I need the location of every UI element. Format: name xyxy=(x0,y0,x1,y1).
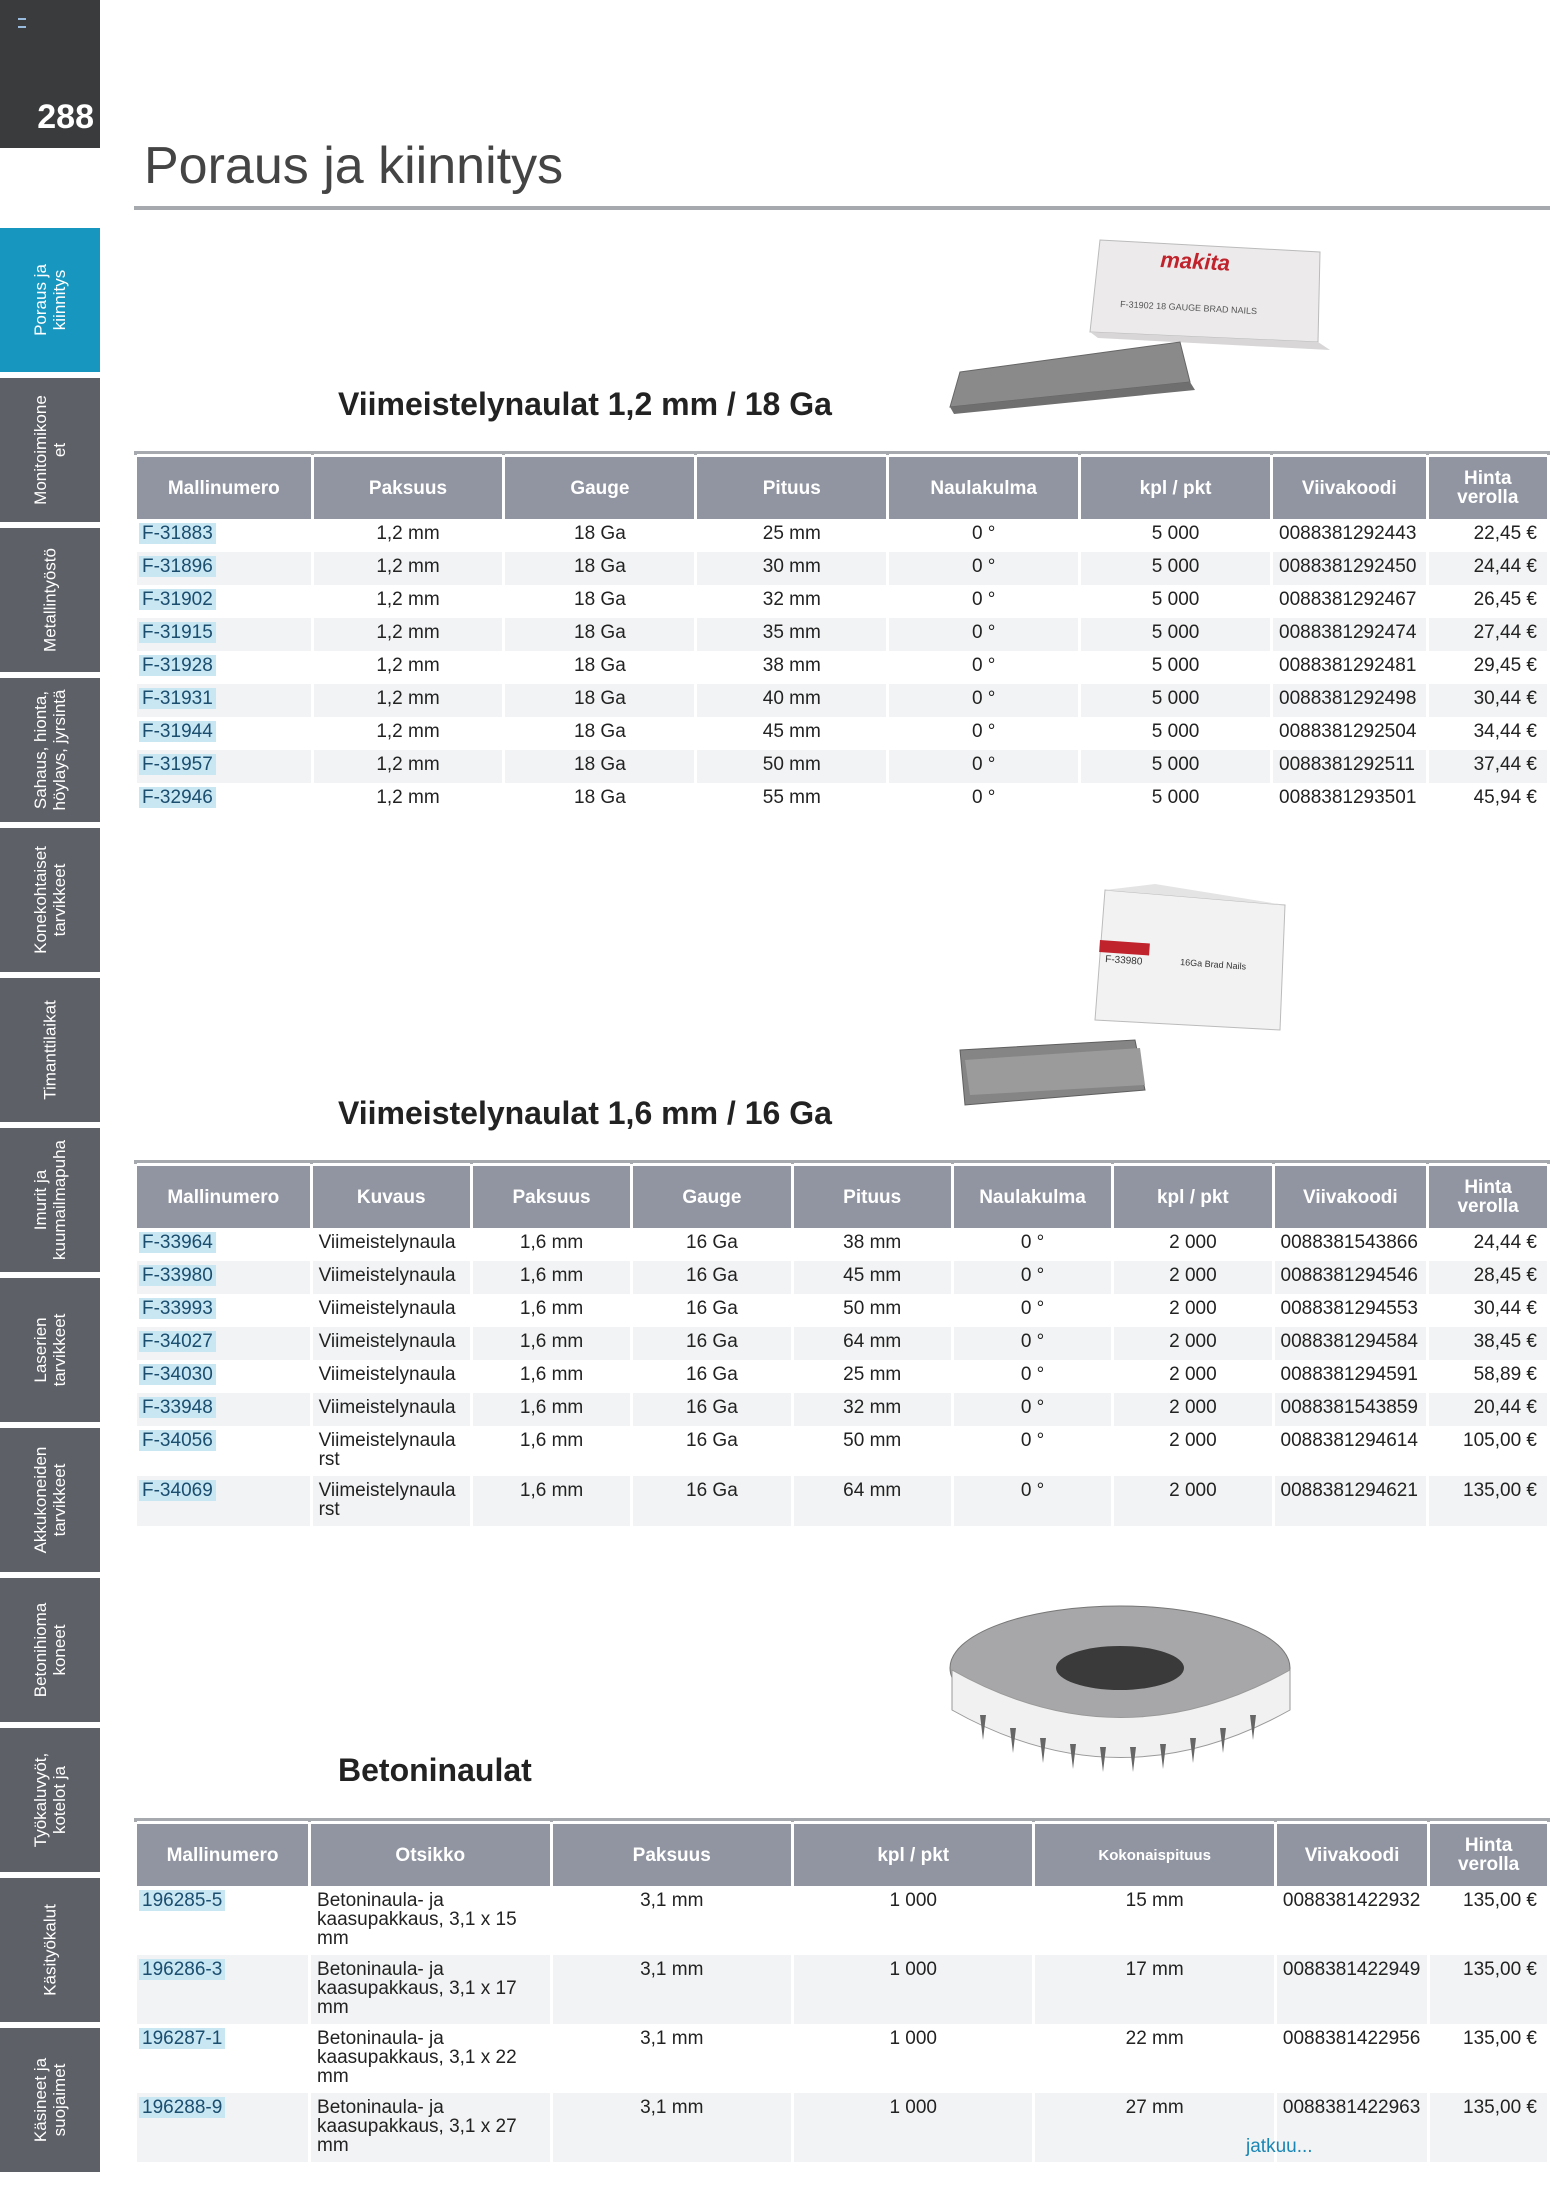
model-number-cell[interactable] xyxy=(137,618,311,651)
description-cell: Viimeistelynaula rst xyxy=(313,1476,470,1526)
price-cell: 37,44 € xyxy=(1429,750,1547,783)
table-row xyxy=(137,651,1547,684)
barcode-cell: 0088381292481 xyxy=(1279,655,1417,676)
column-header: Viivakoodi xyxy=(1275,1163,1427,1228)
value-cell: 0 ° xyxy=(954,1476,1111,1526)
column-header: Hinta verolla xyxy=(1429,454,1547,519)
barcode-cell: 0088381292467 xyxy=(1279,589,1417,610)
column-header: kpl / pkt xyxy=(794,1821,1032,1886)
column-header: Mallinumero xyxy=(137,454,311,519)
column-header: Gauge xyxy=(505,454,694,519)
value-cell: 16 Ga xyxy=(633,1327,790,1360)
value-cell: 16 Ga xyxy=(686,1430,738,1451)
value-cell: 5 000 xyxy=(1151,721,1200,742)
value-cell: 0 ° xyxy=(954,1327,1111,1360)
price-cell: 27,44 € xyxy=(1429,618,1547,651)
price-cell: 26,45 € xyxy=(1473,589,1537,610)
value-cell: 0 ° xyxy=(1020,1430,1045,1451)
table-row xyxy=(137,519,1547,552)
value-cell: 5 000 xyxy=(1081,618,1270,651)
page-number: 288 xyxy=(37,98,94,136)
value-cell: 0 ° xyxy=(889,684,1078,717)
sidebar-tab[interactable] xyxy=(0,1128,100,1274)
price-cell: 30,44 € xyxy=(1473,1298,1537,1319)
description-cell: Viimeistelynaula rst xyxy=(318,1430,456,1470)
table-row xyxy=(137,1360,1547,1393)
value-cell: 1,2 mm xyxy=(314,552,503,585)
model-number-cell[interactable] xyxy=(137,1393,310,1426)
value-cell: 16 Ga xyxy=(686,1232,738,1253)
value-cell: 0 ° xyxy=(1020,1298,1045,1319)
value-cell: 45 mm xyxy=(762,721,821,742)
value-cell: 1,6 mm xyxy=(519,1430,584,1451)
value-cell: 0 ° xyxy=(1020,1364,1045,1385)
model-number-cell[interactable] xyxy=(137,1228,310,1261)
value-cell: 25 mm xyxy=(843,1364,902,1385)
model-number-cell[interactable] xyxy=(137,1360,310,1393)
value-cell: 1 000 xyxy=(794,2093,1032,2162)
sidebar-tab-label: Konekohtaiset tarvikkeet xyxy=(31,846,69,954)
value-cell: 0 ° xyxy=(971,787,996,808)
sidebar-tab[interactable] xyxy=(0,978,100,1124)
column-header: Paksuus xyxy=(553,1821,791,1886)
section-title-18ga: Viimeistelynaulat 1,2 mm / 18 Ga xyxy=(338,386,832,422)
value-cell: 0 ° xyxy=(889,750,1078,783)
svg-text:makita: makita xyxy=(1159,247,1231,276)
description-cell: Betoninaula- ja kaasupakkaus, 3,1 x 22 mm xyxy=(317,2028,517,2087)
barcode-cell: 0088381292450 xyxy=(1273,552,1426,585)
sidebar-tab[interactable] xyxy=(0,528,100,674)
barcode-cell: 0088381294621 xyxy=(1275,1476,1427,1526)
value-cell: 2 000 xyxy=(1114,1261,1271,1294)
value-cell: 0 ° xyxy=(971,589,996,610)
model-number-cell[interactable] xyxy=(137,2024,308,2093)
section-title-16ga: Viimeistelynaulat 1,6 mm / 16 Ga xyxy=(338,1095,832,1131)
value-cell: 0 ° xyxy=(971,655,996,676)
price-cell: 135,00 € xyxy=(1463,1890,1537,1911)
continued-note: jatkuu... xyxy=(1246,2136,1313,2157)
menu-icon[interactable] xyxy=(18,18,26,28)
table-row xyxy=(137,750,1547,783)
value-cell: 18 Ga xyxy=(505,618,694,651)
price-cell: 135,00 € xyxy=(1430,2093,1547,2162)
model-number-cell[interactable] xyxy=(137,552,311,585)
model-number[interactable]: F-34069 xyxy=(139,1480,216,1501)
description-cell: Viimeistelynaula xyxy=(313,1327,470,1360)
model-number-cell[interactable] xyxy=(137,717,311,750)
value-cell: 1,6 mm xyxy=(473,1261,630,1294)
value-cell: 5 000 xyxy=(1081,684,1270,717)
sidebar-tab-label: Metallintyöstö xyxy=(40,548,60,652)
model-number-cell[interactable] xyxy=(137,783,311,816)
price-cell: 38,45 € xyxy=(1429,1327,1547,1360)
value-cell: 2 000 xyxy=(1169,1298,1217,1319)
svg-text:F-31902 18 GAUGE BRAD NAILS: F-31902 18 GAUGE BRAD NAILS xyxy=(1119,299,1258,317)
value-cell: 0 ° xyxy=(971,523,996,544)
table-row xyxy=(137,1476,1547,1526)
barcode-cell: 0088381292443 xyxy=(1279,523,1417,544)
svg-text:16Ga Brad Nails: 16Ga Brad Nails xyxy=(1179,957,1247,972)
value-cell: 50 mm xyxy=(843,1298,902,1319)
model-number-cell[interactable] xyxy=(137,585,311,618)
value-cell: 1,2 mm xyxy=(376,589,440,610)
sidebar-tab[interactable] xyxy=(0,678,100,824)
value-cell: 1,2 mm xyxy=(376,787,440,808)
value-cell: 18 Ga xyxy=(505,552,694,585)
price-cell: 24,44 € xyxy=(1429,552,1547,585)
sidebar-tab-label: Käsityökalut xyxy=(40,1904,60,1996)
description-cell: Viimeistelynaula xyxy=(313,1393,470,1426)
page-number-block xyxy=(0,0,100,148)
description-cell: Viimeistelynaula xyxy=(318,1364,456,1385)
column-header: Pituus xyxy=(794,1163,951,1228)
model-number[interactable]: F-31928 xyxy=(139,655,216,676)
description-cell: Betoninaula- ja kaasupakkaus, 3,1 x 27 mm xyxy=(311,2093,549,2162)
value-cell: 1,6 mm xyxy=(519,1232,584,1253)
value-cell: 16 Ga xyxy=(686,1364,738,1385)
sidebar-tab[interactable] xyxy=(0,2028,100,2174)
value-cell: 0 ° xyxy=(971,721,996,742)
brad-nails-16ga-image xyxy=(955,880,1295,1120)
model-number[interactable]: F-31902 xyxy=(139,589,216,610)
value-cell: 2 000 xyxy=(1169,1364,1217,1385)
price-cell: 135,00 € xyxy=(1463,2028,1537,2049)
value-cell: 64 mm xyxy=(794,1327,951,1360)
price-cell: 58,89 € xyxy=(1473,1364,1537,1385)
model-number[interactable]: F-33993 xyxy=(139,1298,216,1319)
title-divider xyxy=(134,206,1550,210)
value-cell: 3,1 mm xyxy=(553,2093,791,2162)
column-header: Mallinumero xyxy=(137,1821,308,1886)
model-number[interactable]: F-34056 xyxy=(139,1430,216,1451)
model-number[interactable]: 196288-9 xyxy=(139,2097,225,2118)
page-title: Poraus ja kiinnitys xyxy=(144,137,564,195)
value-cell: 16 Ga xyxy=(633,1476,790,1526)
value-cell: 38 mm xyxy=(762,655,821,676)
barcode-cell: 0088381294546 xyxy=(1275,1261,1427,1294)
table-row xyxy=(137,618,1547,651)
value-cell: 22 mm xyxy=(1125,2028,1184,2049)
model-number[interactable]: F-34030 xyxy=(139,1364,216,1385)
model-number-cell[interactable] xyxy=(137,684,311,717)
value-cell: 50 mm xyxy=(697,750,886,783)
price-cell: 135,00 € xyxy=(1430,1955,1547,2024)
sidebar-tab-label: Työkaluvyöt, kotelot ja xyxy=(31,1752,69,1848)
table-row xyxy=(137,552,1547,585)
price-cell: 34,44 € xyxy=(1473,721,1537,742)
price-cell: 45,94 € xyxy=(1473,787,1537,808)
model-number-cell[interactable] xyxy=(137,1261,310,1294)
svg-text:F-33980: F-33980 xyxy=(1104,954,1143,968)
value-cell: 5 000 xyxy=(1151,655,1200,676)
price-cell: 20,44 € xyxy=(1429,1393,1547,1426)
model-number-cell[interactable] xyxy=(137,750,311,783)
sidebar-tab[interactable] xyxy=(0,1428,100,1574)
column-header: kpl / pkt xyxy=(1081,454,1270,519)
sidebar-tab[interactable] xyxy=(0,378,100,524)
section-title-concrete: Betoninaulat xyxy=(338,1752,532,1788)
barcode-cell: 0088381293501 xyxy=(1279,787,1417,808)
value-cell: 16 Ga xyxy=(633,1261,790,1294)
model-number-cell[interactable] xyxy=(137,519,311,552)
value-cell: 16 Ga xyxy=(686,1298,738,1319)
model-number[interactable]: 196285-5 xyxy=(139,1890,225,1911)
column-header: Gauge xyxy=(633,1163,790,1228)
model-number[interactable]: F-31957 xyxy=(139,754,216,775)
model-number-cell[interactable] xyxy=(137,1426,310,1476)
value-cell: 2 000 xyxy=(1114,1476,1271,1526)
model-number[interactable]: F-33964 xyxy=(139,1232,216,1253)
table-row xyxy=(137,1886,1547,1955)
model-number-cell[interactable] xyxy=(137,2093,308,2162)
sidebar-tab[interactable] xyxy=(0,228,100,374)
value-cell: 25 mm xyxy=(762,523,821,544)
barcode-cell: 0088381294591 xyxy=(1280,1364,1418,1385)
value-cell: 55 mm xyxy=(762,787,821,808)
value-cell: 1,2 mm xyxy=(314,750,503,783)
value-cell: 64 mm xyxy=(794,1476,951,1526)
value-cell: 32 mm xyxy=(762,589,821,610)
barcode-cell: 0088381292504 xyxy=(1279,721,1417,742)
description-cell: Betoninaula- ja kaasupakkaus, 3,1 x 17 mm xyxy=(311,1955,549,2024)
value-cell: 1 000 xyxy=(889,1890,937,1911)
model-number[interactable]: F-34027 xyxy=(139,1331,216,1352)
value-cell: 16 Ga xyxy=(633,1393,790,1426)
value-cell: 18 Ga xyxy=(574,523,626,544)
value-cell: 1,6 mm xyxy=(519,1298,584,1319)
model-number[interactable]: 196286-3 xyxy=(139,1959,225,1980)
model-number[interactable]: F-31931 xyxy=(139,688,216,709)
value-cell: 35 mm xyxy=(697,618,886,651)
column-header: Viivakoodi xyxy=(1277,1821,1427,1886)
value-cell: 5 000 xyxy=(1081,750,1270,783)
value-cell: 2 000 xyxy=(1169,1232,1217,1253)
column-header: kpl / pkt xyxy=(1114,1163,1271,1228)
value-cell: 5 000 xyxy=(1151,589,1200,610)
value-cell: 0 ° xyxy=(889,552,1078,585)
value-cell: 0 ° xyxy=(954,1393,1111,1426)
sidebar-tab-label: Monitoimikone et xyxy=(31,395,69,505)
table-row xyxy=(137,1327,1547,1360)
value-cell: 0 ° xyxy=(1020,1232,1045,1253)
price-cell: 29,45 € xyxy=(1473,655,1537,676)
value-cell: 45 mm xyxy=(794,1261,951,1294)
sidebar-tab-label: Sahaus, hionta, höylays, jyrsintä xyxy=(31,689,69,811)
table-row xyxy=(137,1393,1547,1426)
value-cell: 18 Ga xyxy=(505,684,694,717)
value-cell: 40 mm xyxy=(697,684,886,717)
column-header: Hinta verolla xyxy=(1429,1163,1547,1228)
price-cell: 30,44 € xyxy=(1429,684,1547,717)
value-cell: 15 mm xyxy=(1125,1890,1184,1911)
value-cell: 3,1 mm xyxy=(640,1890,704,1911)
column-header: Pituus xyxy=(697,454,886,519)
sidebar-tab-label: Akkukoneiden tarvikkeet xyxy=(31,1446,69,1554)
barcode-cell: 0088381422949 xyxy=(1277,1955,1427,2024)
value-cell: 18 Ga xyxy=(574,787,626,808)
concrete-nails-coil-image xyxy=(940,1590,1300,1790)
value-cell: 5 000 xyxy=(1081,552,1270,585)
table-row xyxy=(137,783,1547,816)
barcode-cell: 0088381294584 xyxy=(1275,1327,1427,1360)
value-cell: 1,2 mm xyxy=(376,655,440,676)
value-cell: 1 000 xyxy=(889,2028,937,2049)
model-number-cell[interactable] xyxy=(137,1886,308,1955)
model-number[interactable]: F-31944 xyxy=(139,721,216,742)
table-row xyxy=(137,1955,1547,2024)
table-row xyxy=(137,1294,1547,1327)
price-cell: 135,00 € xyxy=(1429,1476,1547,1526)
value-cell: 1,6 mm xyxy=(519,1364,584,1385)
value-cell: 0 ° xyxy=(954,1261,1111,1294)
value-cell: 18 Ga xyxy=(574,721,626,742)
table-row xyxy=(137,684,1547,717)
price-cell: 28,45 € xyxy=(1429,1261,1547,1294)
table-18ga xyxy=(134,454,1550,816)
model-number-cell[interactable] xyxy=(137,651,311,684)
value-cell: 1,2 mm xyxy=(376,721,440,742)
column-header: Kuvaus xyxy=(313,1163,470,1228)
value-cell: 32 mm xyxy=(794,1393,951,1426)
sidebar-tab-label: Poraus ja kiinnitys xyxy=(31,264,69,336)
model-number-cell[interactable] xyxy=(137,1476,310,1526)
barcode-cell: 0088381422956 xyxy=(1282,2028,1421,2049)
table-row xyxy=(137,1228,1547,1261)
value-cell: 1,2 mm xyxy=(314,684,503,717)
table-16ga xyxy=(134,1163,1550,1526)
sidebar-tab-label: Betonihioma koneet xyxy=(31,1602,69,1698)
column-header: Viivakoodi xyxy=(1273,454,1426,519)
value-cell: 1,2 mm xyxy=(376,523,440,544)
value-cell: 2 000 xyxy=(1114,1393,1271,1426)
value-cell: 18 Ga xyxy=(505,750,694,783)
column-header: Paksuus xyxy=(473,1163,630,1228)
model-number-cell[interactable] xyxy=(137,1294,310,1327)
value-cell: 5 000 xyxy=(1151,523,1200,544)
description-cell: Viimeistelynaula xyxy=(318,1232,456,1253)
value-cell: 1,2 mm xyxy=(314,618,503,651)
column-header: Naulakulma xyxy=(889,454,1078,519)
table-row xyxy=(137,2024,1547,2093)
barcode-cell: 0088381422963 xyxy=(1277,2093,1427,2162)
value-cell: 1 000 xyxy=(794,1955,1032,2024)
model-number[interactable]: F-33980 xyxy=(139,1265,216,1286)
sidebar-tab[interactable] xyxy=(0,1578,100,1724)
barcode-cell: 0088381292498 xyxy=(1273,684,1426,717)
value-cell: 5 000 xyxy=(1151,787,1200,808)
value-cell: 1,6 mm xyxy=(473,1327,630,1360)
barcode-cell: 0088381422932 xyxy=(1282,1890,1421,1911)
value-cell: 3,1 mm xyxy=(553,1955,791,2024)
table-row xyxy=(137,717,1547,750)
description-cell: Viimeistelynaula xyxy=(318,1298,456,1319)
value-cell: 17 mm xyxy=(1035,1955,1273,2024)
sidebar-tab-label: Käsineet ja suojaimet xyxy=(31,2057,69,2143)
value-cell: 0 ° xyxy=(889,618,1078,651)
value-cell: 18 Ga xyxy=(574,589,626,610)
model-number-cell[interactable] xyxy=(137,1327,310,1360)
table-row xyxy=(137,1261,1547,1294)
value-cell: 50 mm xyxy=(843,1430,902,1451)
barcode-cell: 0088381292474 xyxy=(1273,618,1426,651)
barcode-cell: 0088381294553 xyxy=(1280,1298,1418,1319)
value-cell: 18 Ga xyxy=(574,655,626,676)
sidebar-tab-label: Imurit ja kuumailmapuha xyxy=(31,1140,69,1261)
value-cell: 30 mm xyxy=(697,552,886,585)
brad-nails-18ga-image xyxy=(940,232,1340,422)
price-cell: 105,00 € xyxy=(1463,1430,1537,1451)
description-cell: Viimeistelynaula xyxy=(313,1261,470,1294)
barcode-cell: 0088381543866 xyxy=(1280,1232,1418,1253)
model-number[interactable]: F-33948 xyxy=(139,1397,216,1418)
column-header: Hinta verolla xyxy=(1430,1821,1547,1886)
column-header: Mallinumero xyxy=(137,1163,310,1228)
sidebar-tab[interactable] xyxy=(0,1278,100,1424)
model-number[interactable]: F-31915 xyxy=(139,622,216,643)
price-cell: 22,45 € xyxy=(1473,523,1537,544)
model-number[interactable]: F-31896 xyxy=(139,556,216,577)
barcode-cell: 0088381294614 xyxy=(1280,1430,1418,1451)
table-concrete-nails xyxy=(134,1821,1550,2162)
value-cell: 3,1 mm xyxy=(640,2028,704,2049)
column-header: Kokonaispituus xyxy=(1035,1821,1273,1886)
sidebar-tab[interactable] xyxy=(0,1878,100,2024)
model-number[interactable]: F-32946 xyxy=(139,787,216,808)
sidebar-tab[interactable] xyxy=(0,828,100,974)
model-number-cell[interactable] xyxy=(137,1955,308,2024)
value-cell: 2 000 xyxy=(1114,1327,1271,1360)
column-header: Otsikko xyxy=(311,1821,549,1886)
value-cell: 38 mm xyxy=(843,1232,902,1253)
column-header: Naulakulma xyxy=(954,1163,1111,1228)
description-cell: Betoninaula- ja kaasupakkaus, 3,1 x 15 mm xyxy=(317,1890,517,1949)
sidebar-tab-label: Timanttilaikat xyxy=(40,1000,60,1100)
value-cell: 1,6 mm xyxy=(473,1393,630,1426)
barcode-cell: 0088381543859 xyxy=(1275,1393,1427,1426)
value-cell: 2 000 xyxy=(1169,1430,1217,1451)
table-row xyxy=(137,2093,1547,2162)
table-row xyxy=(137,585,1547,618)
value-cell: 1,6 mm xyxy=(473,1476,630,1526)
value-cell: 27 mm xyxy=(1035,2093,1273,2162)
table-row xyxy=(137,1426,1547,1476)
sidebar-tab[interactable] xyxy=(0,1728,100,1874)
column-header: Paksuus xyxy=(314,454,503,519)
price-cell: 24,44 € xyxy=(1473,1232,1537,1253)
sidebar-tab-label: Laserien tarvikkeet xyxy=(31,1313,69,1387)
model-number[interactable]: F-31883 xyxy=(139,523,216,544)
model-number[interactable]: 196287-1 xyxy=(139,2028,225,2049)
barcode-cell: 0088381292511 xyxy=(1273,750,1426,783)
